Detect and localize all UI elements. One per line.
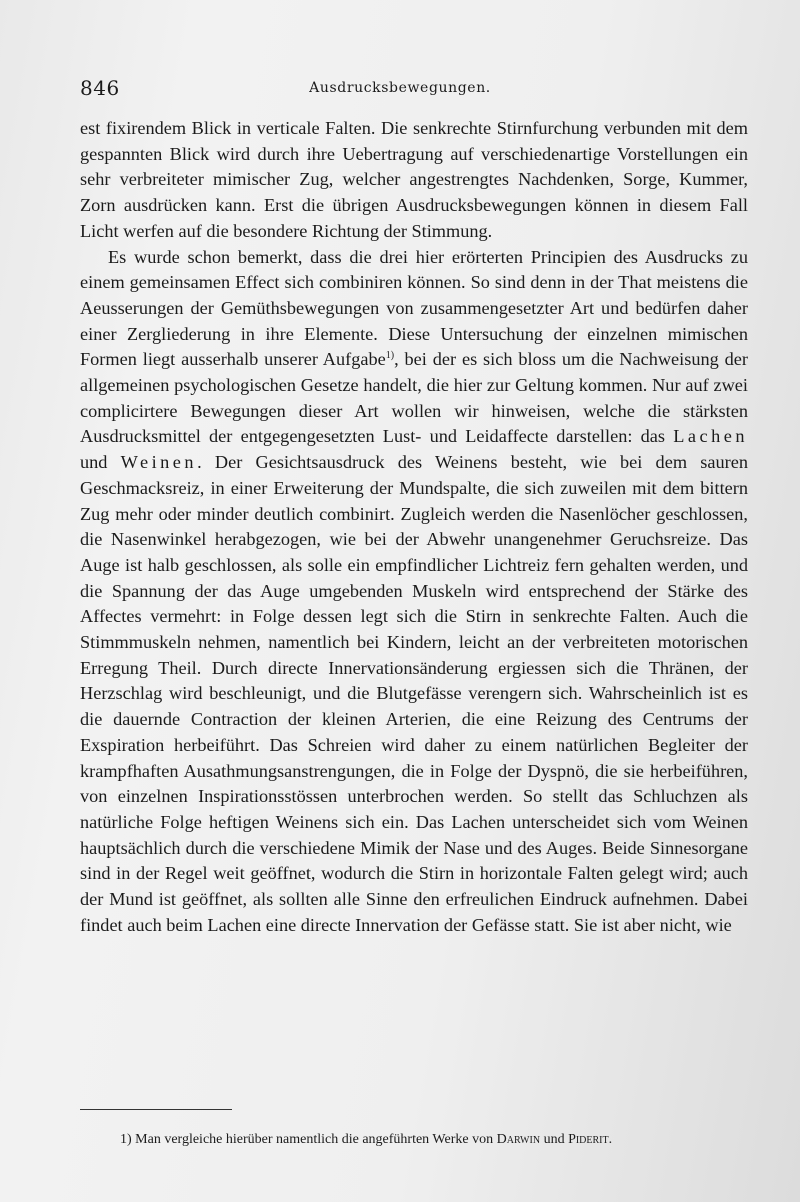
conjunction-und: und <box>80 452 121 473</box>
paragraph-2-cont-d: Weinens besteht, wie bei dem sauren Geschmacksreiz, in einer Erweiterung der Mundspalte, die sich zuweilen mit dem bittern Zug mehr oder minder deutlich combinirt. Zugleich werden die Nasenlöcher geschlossen, die Nasenwinkel herabgezogen, wie bei der Abwehr unangenehmer Geruchsreize. Das Auge ist halb geschlossen, als solle ein empfindlicher Lichtreiz fern gehalten werden, und die Spannung der das Auge umgebenden Muskeln wird entsprechend der Stärke des Affectes vermehrt: in Folge dessen legt sich die Stirn in senkrechte Falten. Auch die Stimmmuskeln nehmen, namentlich bei Kindern, leicht an der verbreiteten motorischen Erregung Theil. Durch directe Innervationsänderung ergiessen sich die Thränen, der Herzschlag wird beschleunigt, und die Blutgefässe verengern sich. Wahrscheinlich ist es die dauernde Contraction der kleinen Arterien, die eine Reizung des Centrums der Exspiration herbeiführt. Das Schreien wird daher zu einem natürlichen Begleiter der krampfhaften Ausathmungsanstrengungen, die in Folge der Dyspnö, die sie herbeiführen, von einzelnen Inspirationsstössen unterbrochen werden. So stellt das Schluchzen als natürliche Folge heftigen Weinens sich ein. Das Lachen unterscheidet sich vom Weinen hauptsächlich durch die verschiedene Mimik der Nase und des Auges. Beide Sinnesorgane sind in der Regel weit geöffnet, wodurch die Stirn in horizontale Falten gelegt wird; auch der Mund ist geöffnet, als sollten alle Sinne den erfreulichen Eindruck aufnehmen. Dabei findet auch beim Lachen eine directe Innervation der Gefässe statt. Sie ist aber nicht, wie <box>80 452 748 935</box>
spaced-word-weinen: Weinen <box>120 452 198 473</box>
paragraph-1: est fixirendem Blick in verticale Falten. Die senkrechte Stirnfurchung verbunden mit dem gespannten Blick wird durch ihre Uebertragung auf verschiedenartige Vorstellungen ein sehr verbreiteter mimischer Zug, welcher angestrengtes Nachdenken, Sorge, Kummer, Zorn ausdrücken kann. Erst die übrigen Ausdrucksbewegungen können in diesem Fall Licht werfen auf die besondere Richtung der Stimmung. <box>80 118 748 241</box>
footnote-divider <box>80 1109 232 1110</box>
author-darwin: Darwin <box>496 1132 541 1147</box>
paragraph-2 <box>80 245 748 939</box>
paragraph-2-text: Es wurde schon bemerkt, dass die drei hier erörterten Principien des Ausdrucks zu einem gemeinsamen Effect sich combiniren können. So sind denn in der That meistens die Aeusserungen der Gemüthsbewegungen von zusammengesetzter Art und bedürfen daher einer Zergliederung in ihre Elemente. Diese Untersuchung der einzelnen mimischen Formen liegt ausserhalb unserer Aufgabe <box>80 246 748 370</box>
footnote-marker: 1) <box>120 1132 132 1147</box>
paragraph-2-continued: , bei der es sich bloss um die Nachweisung der allgemeinen psychologischen Gesetze handelt, die hier zur Geltung kommen. <box>80 349 748 396</box>
running-title: Ausdrucksbewegungen. <box>309 80 491 96</box>
author-piderit: Piderit <box>568 1132 609 1147</box>
spaced-word-lachen: Lachen <box>673 426 748 447</box>
page-number: 846 <box>80 76 120 100</box>
footnote <box>80 1130 748 1150</box>
footnote-end: . <box>608 1132 613 1147</box>
footnote-reference[interactable]: 1) <box>385 350 395 362</box>
footnote-und: und <box>540 1132 569 1147</box>
paragraph-2-cont-b: Nur auf zwei complicirtere Bewegungen dieser Art wollen wir hinweisen, welche die stärksten Ausdrucksmittel der entgegengesetzten Lust- und Leidaffecte darstellen: das <box>80 375 748 447</box>
footnote-text: Man vergleiche hierüber namentlich die angeführten Werke von <box>131 1132 497 1147</box>
paragraph-2-cont-c: . Der Gesichtsausdruck des <box>197 452 423 473</box>
body-text <box>80 116 748 939</box>
